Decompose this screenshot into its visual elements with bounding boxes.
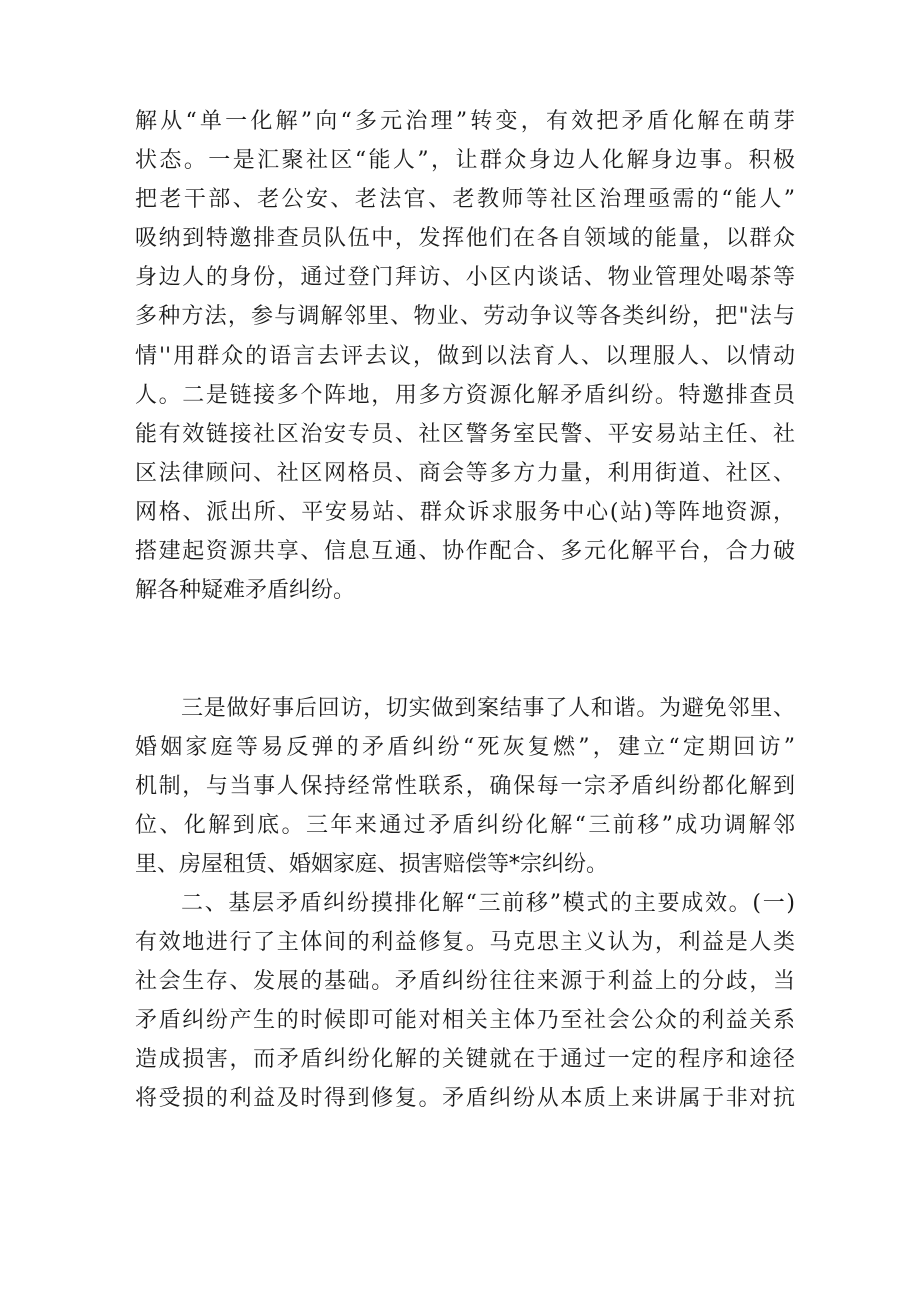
text-line: 解各种疑难矛盾纠纷。	[135, 578, 356, 604]
text-line: 人。二是链接多个阵地，用多方资源化解矛盾纠纷。特邀排查员	[135, 382, 795, 408]
text-line: 多种方法，参与调解邻里、物业、劳动争议等各类纠纷，把"法与	[135, 304, 795, 330]
text-line: 区法律顾问、社区网格员、商会等多方力量，利用街道、社区、	[135, 460, 795, 486]
text-line: 婚姻家庭等易反弹的矛盾纠纷“死灰复燃”，建立“定期回访”	[135, 735, 795, 761]
text-line: 解从“单一化解”向“多元治理”转变，有效把矛盾化解在萌芽	[135, 109, 795, 134]
text-line: 位、化解到底。三年来通过矛盾纠纷化解“三前移”成功调解邻	[135, 813, 795, 839]
text-line: 身边人的身份，通过登门拜访、小区内谈话、物业管理处喝茶等	[135, 265, 795, 291]
paragraph-3	[135, 884, 795, 1119]
paragraph-2	[135, 689, 795, 884]
text-line: 社会生存、发展的基础。矛盾纠纷往往来源于利益上的分歧，当	[135, 969, 795, 995]
text-line: 有效地进行了主体间的利益修复。马克思主义认为，利益是人类	[135, 930, 795, 956]
text-line: 三是做好事后回访，切实做到案结事了人和谐。为避免邻里、	[181, 696, 795, 721]
text-line: 情''用群众的语言去评去议，做到以法育人、以理服人、以情动	[135, 343, 795, 369]
text-line: 二、基层矛盾纠纷摸排化解“三前移”模式的主要成效。(一)	[181, 891, 795, 916]
text-line: 搭建起资源共享、信息互通、协作配合、多元化解平台，合力破	[135, 539, 795, 565]
text-line: 造成损害，而矛盾纠纷化解的关键就在于通过一定的程序和途径	[135, 1047, 795, 1073]
text-line: 矛盾纠纷产生的时候即可能对相关主体乃至社会公众的利益关系	[135, 1008, 795, 1034]
text-line: 将受损的利益及时得到修复。矛盾纠纷从本质上来讲属于非对抗	[135, 1086, 795, 1112]
paragraph-1	[135, 102, 795, 610]
text-line: 把老干部、老公安、老法官、老教师等社区治理亟需的“能人”	[135, 187, 795, 213]
text-line: 状态。一是汇聚社区“能人”，让群众身边人化解身边事。积极	[135, 148, 795, 174]
text-line: 能有效链接社区治安专员、社区警务室民警、平安易站主任、社	[135, 421, 795, 447]
text-line: 机制，与当事人保持经常性联系，确保每一宗矛盾纠纷都化解到	[135, 774, 795, 800]
text-line: 吸纳到特邀排查员队伍中，发挥他们在各自领域的能量，以群众	[135, 226, 795, 252]
text-line: 里、房屋租赁、婚姻家庭、损害赔偿等*宗纠纷。	[135, 852, 609, 878]
text-line: 网格、派出所、平安易站、群众诉求服务中心(站)等阵地资源，	[135, 499, 795, 525]
